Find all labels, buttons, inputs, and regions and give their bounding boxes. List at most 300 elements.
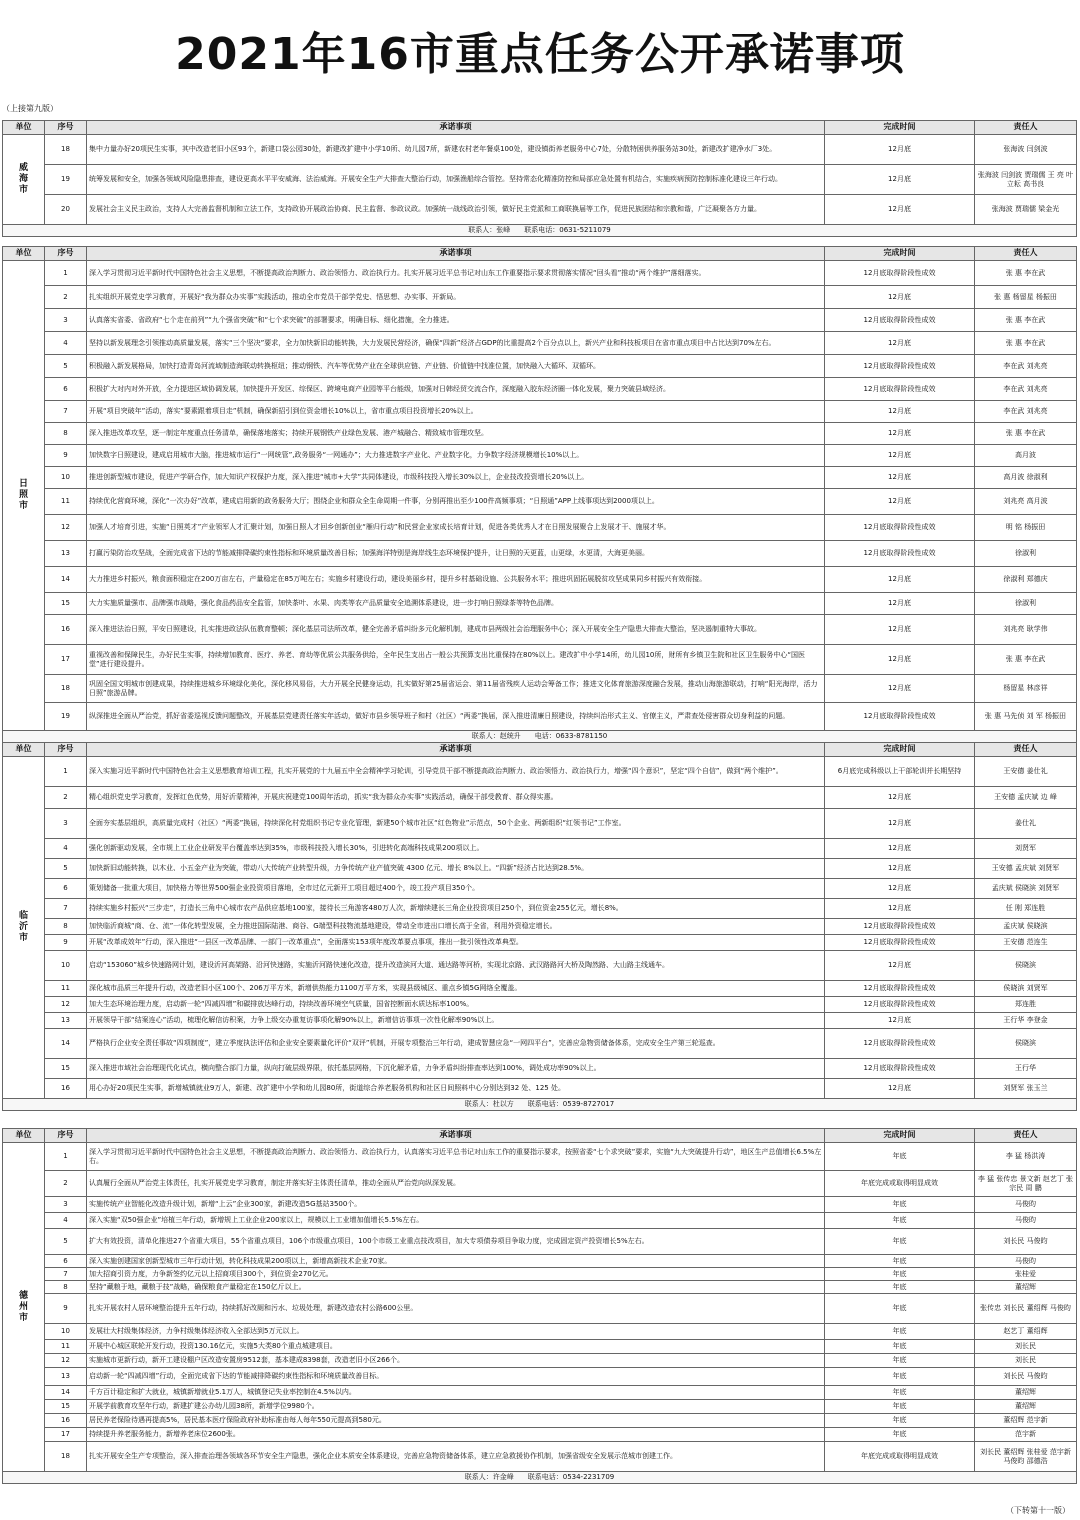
contact-line: 联系人：杜以方 联系电话：0539-8727017 [3,1099,1077,1111]
item-cell: 实施城市更新行动，新开工建设棚户区改造安置房9512套，基本建成8398套，改造老旧小区266个。 [87,1354,825,1368]
resp-cell: 刘长民 [975,1340,1077,1354]
resp-cell: 刘长民 马俊昀 [975,1229,1077,1255]
resp-cell: 李在武 刘兆亮 [975,378,1077,401]
seq-cell: 19 [45,165,87,195]
item-cell: 集中力量办好20项民生实事，其中改造老旧小区93个，新建口袋公园30处，新建改扩建中小学10所、幼儿园7所，新建农村老年餐桌100处，建设镇街养老服务中心7处，分散特困供养服务站30处，新建改扩建净水厂3处。 [87,135,825,165]
item-cell: 加强人才培育引进，实施“日照英才”产业领军人才汇聚计划，加强日照人才回乡创新创业“雁归行动”和民营企业家成长培育计划，促进各类优秀人才在日照发展聚合上发展才干、施展才华。 [87,515,825,541]
item-cell: 深入实施“双50强企业”培植三年行动，新增规上工业企业200家以上，规模以上工业增加值增长5.5%左右。 [87,1213,825,1229]
seq-cell: 9 [45,445,87,467]
seq-cell: 15 [45,1400,87,1414]
item-cell: 全面夯实基层组织，高质量完成村（社区）“两委”换届，持续深化村党组织书记专业化管理，新建50个城市社区“红色物业”示范点，50个企业、两新组织“红领书记”工作室。 [87,809,825,839]
unit-header: 单位 [3,1129,45,1143]
item-cell: 启动“153060”城乡快速路网计划，建设沂河高架路、沿河快速路，实施沂河路快速化改造，提升改造滨河大道、通达路等河桥，实现北京路、武汉路路河大桥及陶然路、大山路主线通车。 [87,951,825,981]
seq-cell: 15 [45,593,87,615]
resp-cell: 张 惠 李在武 [975,332,1077,355]
page-title: 2021年16市重点任务公开承诺事项 [175,29,905,80]
item-cell: 强化创新驱动发展，全市规上工业企业研发平台覆盖率达到35%，市级科技投入增长30%，引进转化高端科技成果200项以上。 [87,839,825,859]
seq-cell: 6 [45,1255,87,1268]
seq-cell: 16 [45,615,87,645]
resp-cell: 张 惠 李在武 [975,423,1077,445]
item-cell: 发展壮大村级集体经济，力争村级集体经济收入全部达到5万元以上。 [87,1324,825,1340]
time-cell: 年底 [825,1268,975,1281]
table-row [3,951,1077,981]
seq-cell: 10 [45,951,87,981]
resp-cell: 刘兆亮 高月波 [975,489,1077,515]
resp-cell: 张海波 闫剑波 [975,135,1077,165]
seq-header: 序号 [45,1129,87,1143]
item-cell: 认真落实省委、省政府“七个走在前列”“九个强省突破”和“七个求突破”的部署要求，明确目标、细化措施，全力推进。 [87,309,825,332]
seq-cell: 10 [45,1324,87,1340]
resp-cell: 徐淑利 郑德庆 [975,567,1077,593]
seq-header: 序号 [45,121,87,135]
seq-cell: 11 [45,489,87,515]
seq-header: 序号 [45,743,87,757]
table-row [3,1213,1077,1229]
seq-cell: 20 [45,195,87,225]
time-cell: 12月底 [825,489,975,515]
table-row [3,1428,1077,1442]
table-row [3,423,1077,445]
seq-cell: 3 [45,1197,87,1213]
item-header: 承诺事项 [87,743,825,757]
resp-cell: 徐淑利 [975,541,1077,567]
time-cell: 12月底 [825,467,975,489]
seq-cell: 13 [45,1368,87,1386]
resp-cell: 刘贤军 [975,839,1077,859]
item-cell: 开展“改革成效年”行动，深入推进“一县区一改革品牌、一部门一改革重点”，全面落实153项年度改革要点事项，推出一批引领性改革典型。 [87,935,825,951]
table-row [3,1294,1077,1324]
table-row [3,757,1077,787]
table-row [3,1354,1077,1368]
seq-cell: 2 [45,286,87,309]
table-row [3,1229,1077,1255]
resp-cell: 马俊昀 [975,1213,1077,1229]
seq-cell: 7 [45,401,87,423]
resp-cell: 王安德 孟庆斌 刘贤军 [975,859,1077,879]
item-header: 承诺事项 [87,1129,825,1143]
resp-cell: 刘长民 [975,1354,1077,1368]
resp-cell: 董绍辉 [975,1386,1077,1400]
time-cell: 12月底 [825,951,975,981]
item-cell: 坚持以新发展理念引领推动高质量发展，落实“三个坚决”要求，全力加快新旧动能转换，大力发展民营经济，确保“四新”经济占GDP的比重提高2个百分点以上，新兴产业和科技板项目在省市重点项目中占比达到70%左右。 [87,332,825,355]
seq-cell: 11 [45,1340,87,1354]
time-cell: 12月底 [825,899,975,919]
seq-cell: 12 [45,1354,87,1368]
item-header: 承诺事项 [87,121,825,135]
unit-header: 单位 [3,743,45,757]
item-cell: 开展学前教育攻坚年行动，新建扩建公办幼儿园38所，新增学位9980个。 [87,1400,825,1414]
time-cell: 12月底 [825,195,975,225]
table-row [3,1029,1077,1059]
time-cell: 年底 [825,1281,975,1294]
table-row [3,355,1077,378]
time-cell: 12月底取得阶段性成效 [825,981,975,997]
seq-cell: 7 [45,1268,87,1281]
seq-cell: 14 [45,1029,87,1059]
time-cell: 年底完成或取得明显成效 [825,1442,975,1472]
time-cell: 12月底 [825,787,975,809]
seq-cell: 12 [45,997,87,1013]
table-row [3,787,1077,809]
time-cell: 年底 [825,1400,975,1414]
table-row [3,1197,1077,1213]
time-cell: 12月底 [825,615,975,645]
table-row [3,1324,1077,1340]
resp-cell: 孟庆斌 侯晓滨 刘贤军 [975,879,1077,899]
time-cell: 年底 [825,1414,975,1428]
seq-cell: 5 [45,859,87,879]
resp-cell: 杨留星 林彦祥 [975,675,1077,703]
resp-cell: 任 刚 郑连胜 [975,899,1077,919]
table-row [3,445,1077,467]
table-row [3,1143,1077,1171]
item-cell: 开展领导干部“结案连心”活动，梳理化解信访积案，力争上级交办重复访事项化解90%以上，新增信访事项一次性化解率90%以上。 [87,1013,825,1029]
seq-cell: 17 [45,1428,87,1442]
item-cell: 加大招商引资力度，力争新签约亿元以上招商项目300个，到位资金270亿元。 [87,1268,825,1281]
item-cell: 策划储备一批重大项目，加快格力等世界500强企业投资项目落地，全市过亿元新开工项目超过400个，竣工投产项目350个。 [87,879,825,899]
unit-header: 单位 [3,247,45,261]
resp-cell: 郑连胜 [975,997,1077,1013]
item-cell: 积极扩大对内对外开放，全力提进区域协调发展，加快提升开发区、综保区、跨境电商产业园等平台能级，加强对日韩经贸交流合作，深度融入胶东经济圈一体化发展，聚力突破县域经济。 [87,378,825,401]
resp-cell: 高月波 徐淑利 [975,467,1077,489]
resp-cell: 董绍辉 [975,1281,1077,1294]
time-cell: 年底 [825,1324,975,1340]
time-cell: 12月底 [825,165,975,195]
time-cell: 12月底 [825,879,975,899]
resp-cell: 徐淑利 [975,593,1077,615]
table-row [3,615,1077,645]
time-cell: 12月底取得阶段性成效 [825,541,975,567]
item-cell: 发展社会主义民主政治，支持人大完善监督机制和立法工作，支持政协开展政治协商、民主监督、参政议政。加强统一战线政治引领，做好民主党派和工商联换届等工作，促进民族团结和宗教和谐，广泛凝聚各方力量。 [87,195,825,225]
item-cell: 加快新旧动能转换，以木业、小五金产业为突破，带动八大传统产业转型升级，力争传统产业产值突破 4300 亿元、增长 8%以上。“四新”经济占比达到28.5%。 [87,859,825,879]
item-cell: 精心组织党史学习教育，发挥红色优势，用好沂蒙精神，开展庆祝建党100周年活动，抓实“我为群众办实事”实践活动，确保干部受教育、群众得实惠。 [87,787,825,809]
resp-cell: 王安德 姜仕礼 [975,757,1077,787]
table-row [3,332,1077,355]
seq-cell: 1 [45,261,87,286]
time-cell: 12月底 [825,645,975,675]
item-cell: 深化城市品质三年提升行动，改造老旧小区100个、206万平方米，新增供热能力1100万平方米，实现县级城区、重点乡镇5G网络全覆盖。 [87,981,825,997]
time-cell: 12月底 [825,401,975,423]
item-cell: 加大生态环境治理力度，启动新一轮“四减四增”和碳排放达峰行动，持续改善环境空气质量，国省控断面水质达标率100%。 [87,997,825,1013]
item-cell: 扎实组织开展党史学习教育，开展好“我为群众办实事”实践活动，推动全市党员干部学党史、悟思想、办实事、开新局。 [87,286,825,309]
item-cell: 深入实施创建国家创新型城市三年行动计划，转化科技成果200项以上，新增高新技术企业70家。 [87,1255,825,1268]
seq-cell: 13 [45,1013,87,1029]
seq-cell: 4 [45,332,87,355]
seq-cell: 7 [45,899,87,919]
item-cell: 打赢污染防治攻坚战，全面完成省下达的节能减排降碳约束性指标和环境质量改善目标；加强海洋特别是海岸线生态环境保护提升，让日照的天更蓝，山更绿，水更清，大海更美丽。 [87,541,825,567]
table-row [3,1255,1077,1268]
table-row [3,703,1077,731]
commitment-table-linyi [2,742,1077,1111]
seq-cell: 18 [45,135,87,165]
time-cell: 12月底取得阶段性成效 [825,919,975,935]
table-row [3,1281,1077,1294]
table-row [3,401,1077,423]
seq-cell: 19 [45,703,87,731]
time-cell: 12月底取得阶段性成效 [825,515,975,541]
item-cell: 加快临沂商城“商、仓、流”一体化转型发展，全力推进国际陆港、商谷、G端型科技物流基地建设，带动全市进出口增长高于全省，利用外资稳定增长。 [87,919,825,935]
unit-cell: 德州市 [3,1143,45,1472]
item-cell: 持续实施乡村振兴“三步走”，打造长三角中心城市农产品供应基地100家，接待长三角游客480万人次，新增续建长三角企业投资项目250个，到位资金255亿元，增长8%。 [87,899,825,919]
contact-line: 联系人：张峰 联系电话：0631-5211079 [3,225,1077,237]
continued-from-note: （上接第九版） [2,104,58,113]
table-row [3,899,1077,919]
seq-cell: 16 [45,1079,87,1099]
seq-cell: 14 [45,567,87,593]
unit-cell: 威海市 [3,135,45,225]
resp-cell: 张 惠 杨留星 杨振田 [975,286,1077,309]
table-row [3,165,1077,195]
continued-to-note: （下转第十一版） [1006,1506,1070,1515]
resp-cell: 李在武 刘兆亮 [975,401,1077,423]
item-cell: 实施传统产业智能化改造升级计划，新增“上云”企业300家，新建改造5G基站3500个。 [87,1197,825,1213]
resp-cell: 张 惠 李在武 [975,309,1077,332]
seq-cell: 17 [45,645,87,675]
time-cell: 12月底取得阶段性成效 [825,997,975,1013]
seq-cell: 8 [45,919,87,935]
resp-cell: 李在武 刘兆亮 [975,355,1077,378]
resp-cell: 王行华 [975,1059,1077,1079]
table-row [3,1400,1077,1414]
resp-cell: 刘长民 马俊昀 [975,1368,1077,1386]
table-row [3,1079,1077,1099]
time-cell: 年底 [825,1386,975,1400]
time-cell: 12月底 [825,859,975,879]
commitment-table-weihai [2,120,1077,237]
seq-cell: 2 [45,1171,87,1197]
time-cell: 年底 [825,1229,975,1255]
item-cell: 大力推进乡村振兴，粮食面积稳定在200万亩左右，产量稳定在85万吨左右；实施乡村建设行动，建设美丽乡村，提升乡村基础设施、公共服务水平；推进巩固拓展脱贫攻坚成果同乡村振兴有效衔接。 [87,567,825,593]
table-row [3,1059,1077,1079]
table-row [3,1442,1077,1472]
item-cell: 重视改善和保障民生，办好民生实事，持续增加教育、医疗、养老、育幼等优质公共服务供给，全年民生支出占一般公共预算支出比重保持在80%以上。建改扩中小学14所，幼儿园10所，财所有乡镇卫生院和社区卫生服务中心“国医堂”进行建设提升。 [87,645,825,675]
item-cell: 开展中心城区联轮开发行动，投资130.16亿元，实施5大类80个重点城建项目。 [87,1340,825,1354]
time-cell: 12月底取得阶段性成效 [825,1029,975,1059]
time-header: 完成时间 [825,121,975,135]
seq-cell: 5 [45,355,87,378]
item-cell: 千方百计稳定和扩大就业，城镇新增就业5.1万人，城镇登记失业率控制在4.5%以内。 [87,1386,825,1400]
table-row [3,261,1077,286]
seq-cell: 18 [45,675,87,703]
item-cell: 推进创新型城市建设，促进产学研合作，加大知识产权保护力度，深入推进“城市+大学”共同体建设，市级科技投入增长30%以上，企业技改投资增长20%以上。 [87,467,825,489]
time-cell: 12月底取得阶段性成效 [825,309,975,332]
table-row [3,645,1077,675]
item-cell: 深入学习贯彻习近平新时代中国特色社会主义思想，不断提高政治判断力、政治领悟力、政治执行力，认真落实习近平总书记对山东工作的重要指示要求，按照省委“七个求突破”要求，实施“九大突破提升行动”，地区生产总值增长6.5%左右。 [87,1143,825,1171]
time-cell: 年底 [825,1340,975,1354]
resp-cell: 明 铭 杨振田 [975,515,1077,541]
seq-cell: 2 [45,787,87,809]
resp-cell: 孟庆斌 侯晓滨 [975,919,1077,935]
time-cell: 12月底 [825,675,975,703]
resp-header: 责任人 [975,247,1077,261]
time-cell: 12月底取得阶段性成效 [825,355,975,378]
time-cell: 年底 [825,1213,975,1229]
table-row [3,467,1077,489]
unit-cell: 日照市 [3,261,45,731]
table-row [3,1013,1077,1029]
resp-cell: 张传忠 刘长民 董绍辉 马俊昀 [975,1294,1077,1324]
item-cell: 居民养老保险待遇再提高5%，居民基本医疗保险政府补助标准由每人每年550元提高到580元。 [87,1414,825,1428]
resp-cell: 侯晓滨 [975,951,1077,981]
table-row [3,593,1077,615]
time-header: 完成时间 [825,743,975,757]
table-row [3,286,1077,309]
contact-line: 联系人：赵统升 电话：0633-8781150 [3,731,1077,743]
resp-cell: 张海波 贾瑞儒 梁金光 [975,195,1077,225]
item-cell: 深入推进改革攻坚，逐一制定年度重点任务清单，确保落地落实；持续开展钢铁产业绿色发展、港产城融合、精致城市管理攻坚。 [87,423,825,445]
seq-cell: 11 [45,981,87,997]
table-row [3,919,1077,935]
unit-header: 单位 [3,121,45,135]
table-row [3,839,1077,859]
item-cell: 持续优化营商环境，深化“一次办好”改革，建成启用新的政务服务大厅；围绕企业和群众全生命周期一件事，分别再推出至少100件高频事项；“日照通”APP上线事项达到2000项以上。 [87,489,825,515]
item-header: 承诺事项 [87,247,825,261]
table-row [3,1340,1077,1354]
resp-cell: 董绍辉 范宇新 [975,1414,1077,1428]
resp-cell: 赵艺丁 董绍辉 [975,1324,1077,1340]
resp-cell: 张海波 闫剑波 贾瑞儒 王 亮 叶立耘 高书良 [975,165,1077,195]
resp-cell: 董绍辉 [975,1400,1077,1414]
time-cell: 12月底 [825,839,975,859]
seq-cell: 8 [45,1281,87,1294]
resp-cell: 侯晓滨 [975,1029,1077,1059]
commitment-table-rizhao [2,246,1077,743]
seq-cell: 9 [45,935,87,951]
time-cell: 12月底 [825,423,975,445]
item-cell: 严格执行企业安全责任事故“四项制度”，建立季度执法评估和企业安全要素量化评价“双评”机制，开展专项整治三年行动，建成智慧应急“一网四平台”，完善应急物资储备体系，完成安全生产第三轮巡查。 [87,1029,825,1059]
table-row [3,879,1077,899]
resp-cell: 张 惠 李在武 [975,261,1077,286]
item-cell: 用心办好20项民生实事，新增城镇就业9万人，新建、改扩建中小学和幼儿园80所，街道综合养老服务机构和社区日间照料中心分别达到32 处、125 处。 [87,1079,825,1099]
item-cell: 认真履行全面从严治党主体责任，扎实开展党史学习教育，制定并落实好主体责任清单，推动全面从严治党向纵深发展。 [87,1171,825,1197]
time-cell: 年底 [825,1255,975,1268]
resp-cell: 高月波 [975,445,1077,467]
seq-cell: 4 [45,1213,87,1229]
item-cell: 深入学习贯彻习近平新时代中国特色社会主义思想，不断提高政治判断力、政治领悟力、政治执行力。扎实开展习近平总书记对山东工作重要指示要求贯彻落实情况“回头看”推动“两个维护”落细落实。 [87,261,825,286]
time-header: 完成时间 [825,1129,975,1143]
item-cell: 启动新一轮“四减四增”行动，全面完成省下达的节能减排降碳约束性指标和环境质量改善目标。 [87,1368,825,1386]
time-cell: 12月底 [825,135,975,165]
seq-cell: 3 [45,309,87,332]
time-cell: 12月底取得阶段性成效 [825,703,975,731]
seq-cell: 12 [45,515,87,541]
item-cell: 深入实施习近平新时代中国特色社会主义思想教育培训工程，扎实开展党的十九届五中全会精神学习轮训，引导党员干部不断提高政治判断力、政治领悟力、政治执行力，增强“四个意识”，坚定“四个自信”，做到“两个维护”。 [87,757,825,787]
resp-cell: 刘兆亮 耿学伟 [975,615,1077,645]
seq-cell: 18 [45,1442,87,1472]
table-row [3,981,1077,997]
time-cell: 12月底 [825,445,975,467]
time-header: 完成时间 [825,247,975,261]
seq-cell: 3 [45,809,87,839]
time-cell: 12月底取得阶段性成效 [825,935,975,951]
resp-cell: 马俊昀 [975,1197,1077,1213]
item-cell: 扎实开展农村人居环境整治提升五年行动，持续抓好改厕和污水、垃圾处理，新建改造农村公路600公里。 [87,1294,825,1324]
time-cell: 年底 [825,1428,975,1442]
resp-cell: 姜仕礼 [975,809,1077,839]
table-row [3,515,1077,541]
seq-cell: 14 [45,1386,87,1400]
item-cell: 深入推进市域社会治理现代化试点，横向整合部门力量，纵向打破层级界限，依托基层网格，下沉化解矛盾，力争矛盾纠纷排查率达到100%，调处成功率90%以上。 [87,1059,825,1079]
time-cell: 年底 [825,1294,975,1324]
table-row [3,195,1077,225]
table-row [3,809,1077,839]
seq-cell: 6 [45,378,87,401]
resp-header: 责任人 [975,1129,1077,1143]
resp-cell: 李 猛 杨洪涛 [975,1143,1077,1171]
table-row [3,997,1077,1013]
resp-header: 责任人 [975,121,1077,135]
resp-cell: 刘长民 董绍辉 张桂爱 范宇新 马俊昀 邵德浩 [975,1442,1077,1472]
item-cell: 巩固全国文明城市创建成果，持续推进城乡环境绿化美化，深化移风易俗，大力开展全民健身运动，扎实做好第25届省运会、第11届省残疾人运动会筹备工作；推进文化体育旅游深度融合发展，推动山海旅游联动，打响“阳光海岸，活力日照”旅游品牌。 [87,675,825,703]
table-row [3,1368,1077,1386]
item-cell: 扎实开展安全生产专项整治，深入排查治理各领域各环节安全生产隐患，强化企业本质安全体系建设，完善应急物资储备体系，建立应急救援协作机制，加强省级安全发展示范城市创建工作。 [87,1442,825,1472]
unit-cell: 临沂市 [3,757,45,1099]
seq-cell: 16 [45,1414,87,1428]
seq-cell: 4 [45,839,87,859]
commitment-table-dezhou [2,1128,1077,1484]
item-cell: 积极融入新发展格局，加快打造青岛河流域制造海联动转换枢纽；推动钢铁、汽车等优势产业在全球供应链、产业链、价值链中找准位置，加快融入大循环、双循环。 [87,355,825,378]
seq-cell: 8 [45,423,87,445]
item-cell: 扩大有效投资，清单化推进27个省重大项目，55个省重点项目，106个市级重点项目，100个市级工业重点技改项目，加大专项债券项目争取力度，完成固定资产投资增长5%左右。 [87,1229,825,1255]
time-cell: 12月底取得阶段性成效 [825,378,975,401]
seq-cell: 10 [45,467,87,489]
table-row [3,489,1077,515]
time-cell: 年底完成或取得明显成效 [825,1171,975,1197]
table-row [3,541,1077,567]
seq-cell: 6 [45,879,87,899]
time-cell: 12月底 [825,332,975,355]
resp-cell: 张 惠 李在武 [975,645,1077,675]
item-cell: 坚持“藏粮于地，藏粮于技”战略，确保粮食产量稳定在150亿斤以上。 [87,1281,825,1294]
time-cell: 12月底 [825,1079,975,1099]
resp-cell: 侯晓滨 刘贤军 [975,981,1077,997]
resp-cell: 张桂爱 [975,1268,1077,1281]
seq-cell: 9 [45,1294,87,1324]
time-cell: 年底 [825,1354,975,1368]
resp-cell: 马俊昀 [975,1255,1077,1268]
time-cell: 6月底完成科级以上干部轮训并长期坚持 [825,757,975,787]
time-cell: 12月底取得阶段性成效 [825,1059,975,1079]
table-row [3,859,1077,879]
seq-cell: 1 [45,757,87,787]
item-cell: 开展“项目突破年”活动，落实“要素跟着项目走”机制，确保新招引到位资金增长10%以上，省市重点项目投资增长20%以上。 [87,401,825,423]
table-row [3,1171,1077,1197]
time-cell: 12月底 [825,593,975,615]
item-cell: 深入推进法治日照，平安日照建设，扎实推进政法队伍教育整顿；深化基层司法所改革，健全完善矛盾纠纷多元化解机制，建成市县两级社会治理服务中心；深入开展安全生产隐患大排查大整治，坚决遏制重特大事故。 [87,615,825,645]
item-cell: 统筹发展和安全，加强各领域风险隐患排查，建设更高水平平安威海、法治威海。开展安全生产大排查大整治行动，加强渔船综合管控。坚持常态化精准防控和局部应急处置有机结合，实施疾病预防控制标准化建设三年行动。 [87,165,825,195]
seq-cell: 13 [45,541,87,567]
table-row [3,567,1077,593]
resp-cell: 李 猛 张传忠 景文新 赵艺丁 张宗民 周 鹏 [975,1171,1077,1197]
resp-cell: 王行华 李登金 [975,1013,1077,1029]
contact-line: 联系人：许金峰 联系电话：0534-2231709 [3,1472,1077,1484]
seq-cell: 1 [45,1143,87,1171]
item-cell: 纵深推进全面从严治党，抓好省委巡视反馈问题整改，开展基层党建责任落实年活动，做好市县乡领导班子和村（社区）“两委”换届，深入推进清廉日照建设，持续纠治形式主义、官僚主义，严肃查处侵害群众切身利益的问题。 [87,703,825,731]
time-cell: 12月底 [825,567,975,593]
time-cell: 年底 [825,1197,975,1213]
table-row [3,309,1077,332]
time-cell: 年底 [825,1368,975,1386]
time-cell: 12月底 [825,1013,975,1029]
table-row [3,1414,1077,1428]
resp-cell: 王安德 范连生 [975,935,1077,951]
table-row [3,1386,1077,1400]
seq-cell: 15 [45,1059,87,1079]
resp-cell: 范宇新 [975,1428,1077,1442]
table-row [3,1268,1077,1281]
table-row [3,135,1077,165]
item-cell: 大力实施质量强市、品牌强市战略，强化食品药品安全监管，加快茶叶、水果、肉类等农产品质量安全追溯体系建设，进一步打响日照绿茶等特色品牌。 [87,593,825,615]
